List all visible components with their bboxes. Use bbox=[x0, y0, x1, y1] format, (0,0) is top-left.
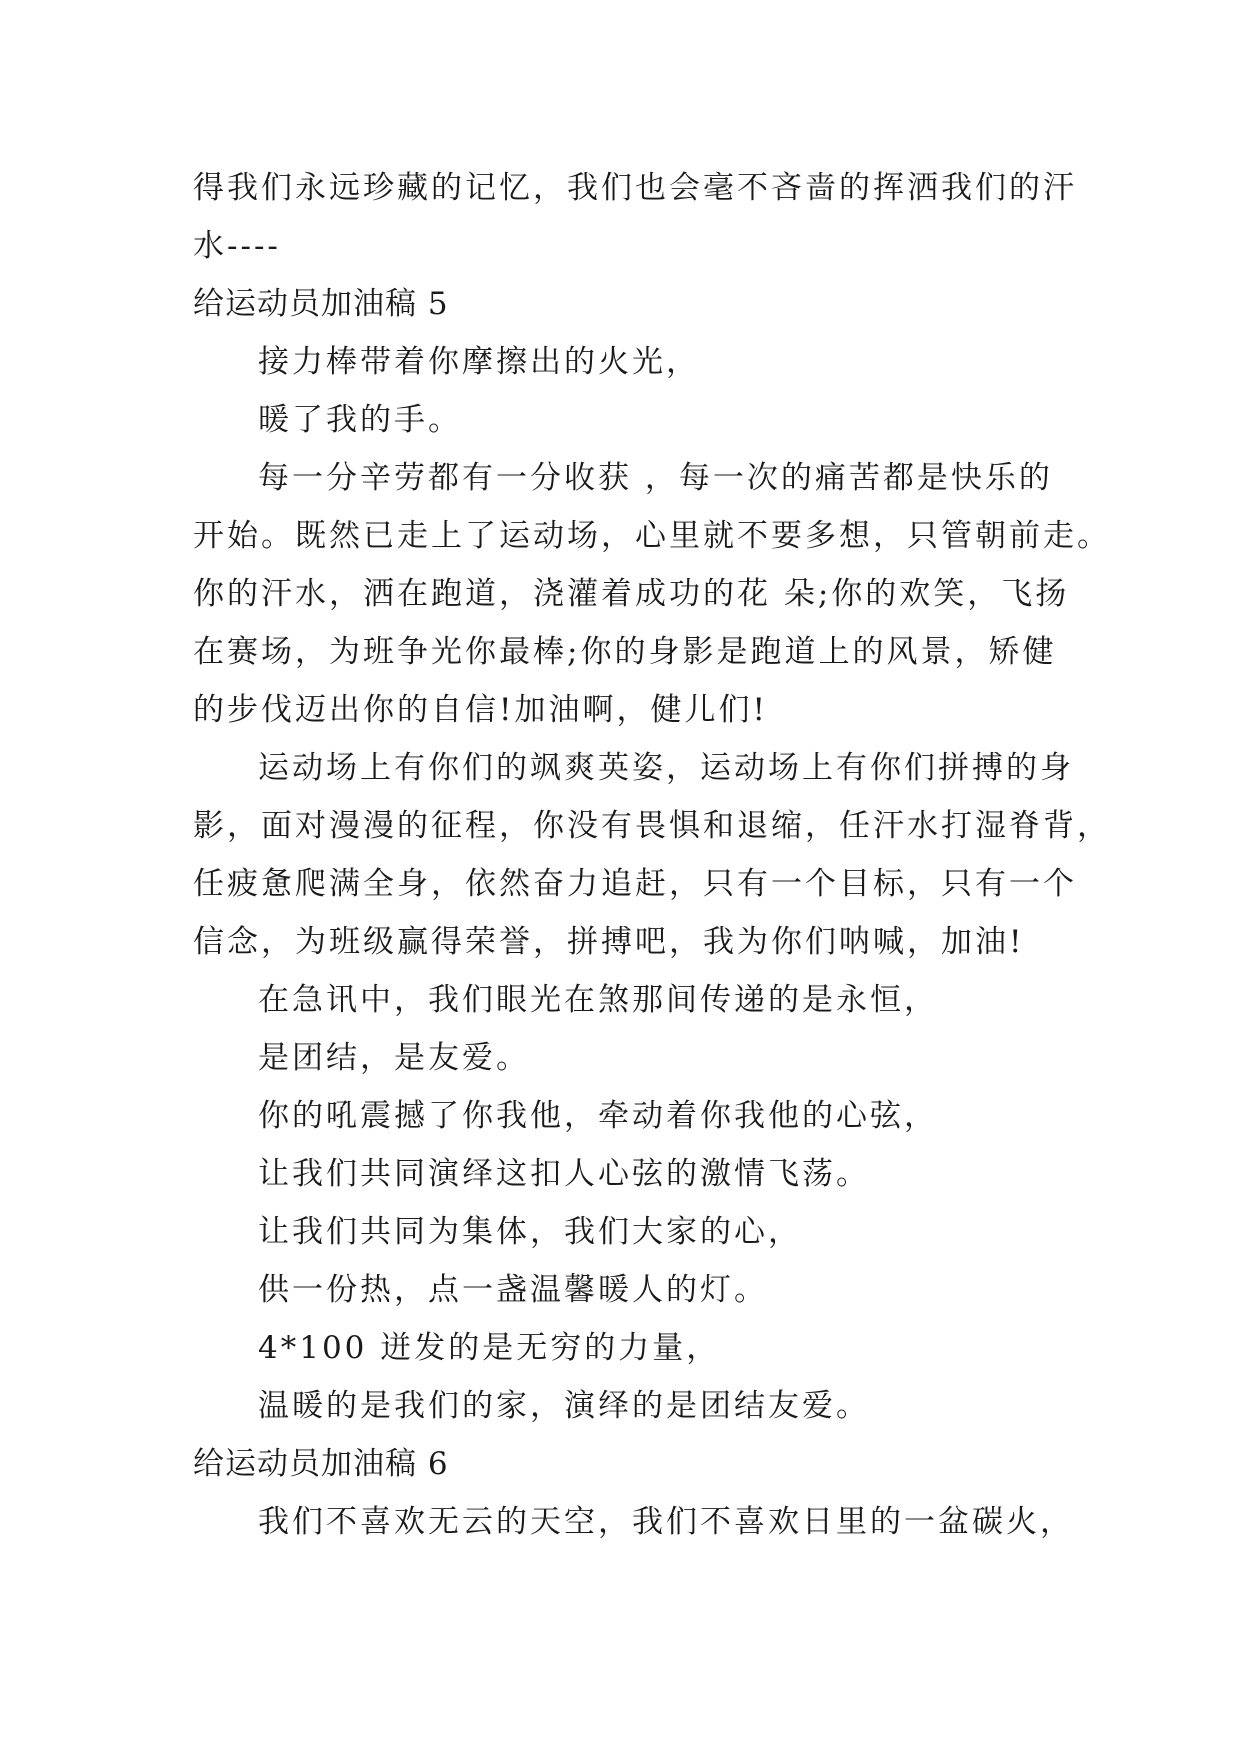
paragraph-line: 水---- bbox=[193, 228, 281, 264]
paragraph-line: 是团结，是友爱。 bbox=[258, 1040, 530, 1076]
paragraph-line: 在赛场，为班争光你最棒;你的身影是跑道上的风景，矫健 bbox=[193, 634, 1057, 670]
paragraph-line: 任疲惫爬满全身，依然奋力追赶，只有一个目标，只有一个 bbox=[193, 866, 1077, 902]
paragraph-line: 得我们永远珍藏的记忆，我们也会毫不吝啬的挥洒我们的汗 bbox=[193, 170, 1077, 206]
paragraph-line: 温暖的是我们的家，演绎的是团结友爱。 bbox=[258, 1388, 870, 1424]
paragraph-line: 在急讯中，我们眼光在煞那间传递的是永恒， bbox=[258, 982, 938, 1018]
paragraph-line: 开始。既然已走上了运动场，心里就不要多想，只管朝前走。 bbox=[193, 518, 1111, 554]
paragraph-line: 暖了我的手。 bbox=[258, 402, 462, 438]
paragraph-line: 让我们共同为集体，我们大家的心， bbox=[258, 1214, 802, 1250]
paragraph-line: 你的吼震撼了你我他，牵动着你我他的心弦， bbox=[258, 1098, 938, 1134]
paragraph-line: 每一分辛劳都有一分收获 ，每一次的痛苦都是快乐的 bbox=[258, 460, 1053, 496]
paragraph-line: 的步伐迈出你的自信!加油啊，健儿们! bbox=[193, 692, 768, 728]
paragraph-line: 让我们共同演绎这扣人心弦的激情飞荡。 bbox=[258, 1156, 870, 1192]
paragraph-line: 供一份热，点一盏温馨暖人的灯。 bbox=[258, 1272, 768, 1308]
paragraph-line: 我们不喜欢无云的天空，我们不喜欢日里的一盆碳火， bbox=[258, 1504, 1074, 1540]
section-heading: 给运动员加油稿 5 bbox=[193, 286, 449, 322]
paragraph-line: 4*100 迸发的是无穷的力量， bbox=[258, 1330, 721, 1366]
paragraph-line: 你的汗水，洒在跑道，浇灌着成功的花 朵;你的欢笑，飞扬 bbox=[193, 576, 1070, 612]
paragraph-line: 运动场上有你们的飒爽英姿，运动场上有你们拼搏的身 bbox=[258, 750, 1074, 786]
section-heading: 给运动员加油稿 6 bbox=[193, 1446, 449, 1482]
paragraph-line: 信念，为班级赢得荣誉，拼搏吧，我为你们呐喊，加油! bbox=[193, 924, 1025, 960]
paragraph-line: 接力棒带着你摩擦出的火光， bbox=[258, 344, 700, 380]
paragraph-line: 影，面对漫漫的征程，你没有畏惧和退缩，任汗水打湿脊背， bbox=[193, 808, 1111, 844]
